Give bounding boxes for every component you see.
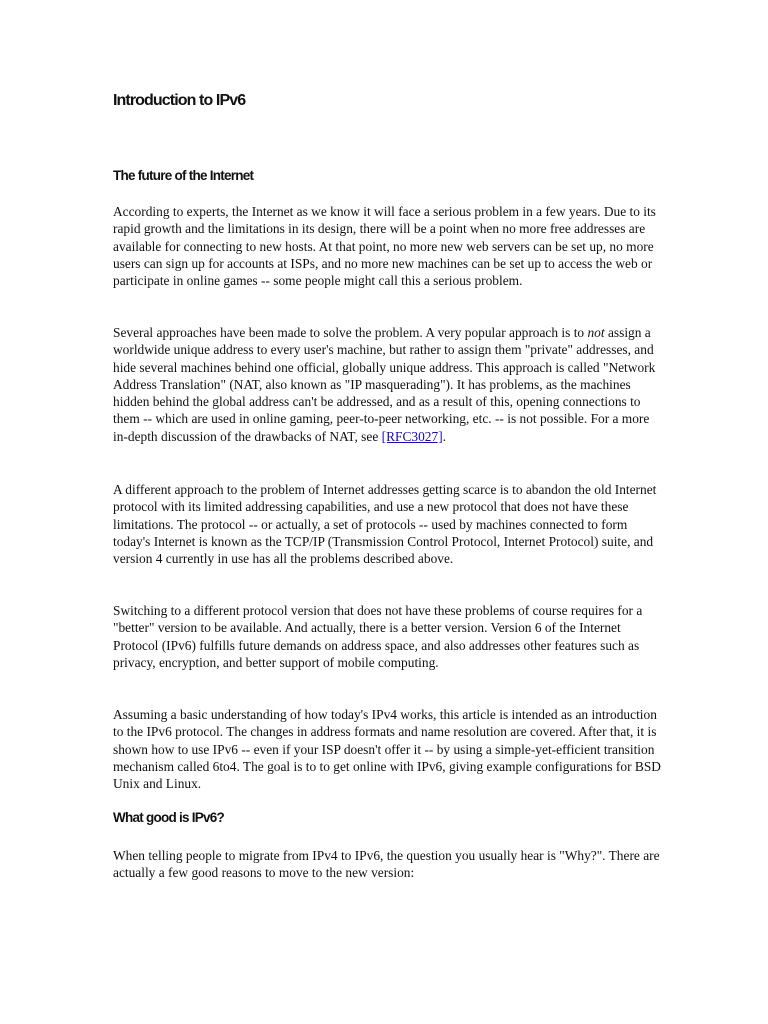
paragraph-nat-text-start: Several approaches have been made to solve the problem. A very popular approach is to [113,325,585,340]
paragraph-nat-approach [113,324,661,445]
paragraph-nat-text-middle: assign a worldwide unique address to every user's machine, but rather to assign them "private" addresses, and hide several machines behind one official, globally unique address. This approach is called "Network Address Translation" (NAT, also known as "IP masquerading"). It has problems, as the machines hidden behind the global address can't be addressed, and as a result of this, opening connections to them -- which are used in online gaming, peer-to-peer networking, etc. -- is not possible. For a more in-depth discussion of the drawbacks of NAT, see [113,325,656,444]
paragraph-nat-text-end: . [442,428,447,444]
section-heading-what-good-is-ipv6: What good is IPv6? [113,810,225,825]
paragraph-why-migrate: When telling people to migrate from IPv4 to IPv6, the question you usually hear is "Why?". There are actually a few good reasons to move to the new version: [113,848,660,881]
emphasis-not: not [587,325,605,340]
section-heading-future-of-internet: The future of the Internet [113,168,254,183]
paragraph-better-version: Switching to a different protocol version that does not have these problems of course requires for a "better" version to be available. And actually, there is a better version. Version 6 of the Internet Protocol (IPv6) fulfills future demands on address space, and also addresses other features such as privacy, encryption, and better support of mobile computing. [113,603,643,670]
paragraph-new-protocol-approach: A different approach to the problem of Internet addresses getting scarce is to abandon the old Internet protocol with its limited addressing capabilities, and use a new protocol that does not have these limitations. The protocol -- or actually, a set of protocols -- used by machines connected to form today's Internet is known as the TCP/IP (Transmission Control Protocol, Internet Protocol) suite, and version 4 currently in use has all the problems described above. [113,482,657,567]
document-title: Introduction to IPv6 [113,92,246,109]
rfc3027-link[interactable]: [RFC3027] [381,428,443,444]
paragraph-article-intent: Assuming a basic understanding of how today's IPv4 works, this article is intended as an introduction to the IPv6 protocol. The changes in address formats and name resolution are covered. After that, it is shown how to use IPv6 -- even if your ISP doesn't offer it -- by using a simple-yet-efficient transition mechanism called 6to4. The goal is to to get online with IPv6, giving example configurations for BSD Unix and Linux. [113,707,661,792]
paragraph-experts-warning: According to experts, the Internet as we know it will face a serious problem in a few years. Due to its rapid growth and the limitations in its design, there will be a point when no more free addresses are available for connecting to new hosts. At that point, no more new web servers can be set up, no more users can sign up for accounts at ISPs, and no more new machines can be set up to access the web or participate in online games -- some people might call this a serious problem. [113,204,656,289]
